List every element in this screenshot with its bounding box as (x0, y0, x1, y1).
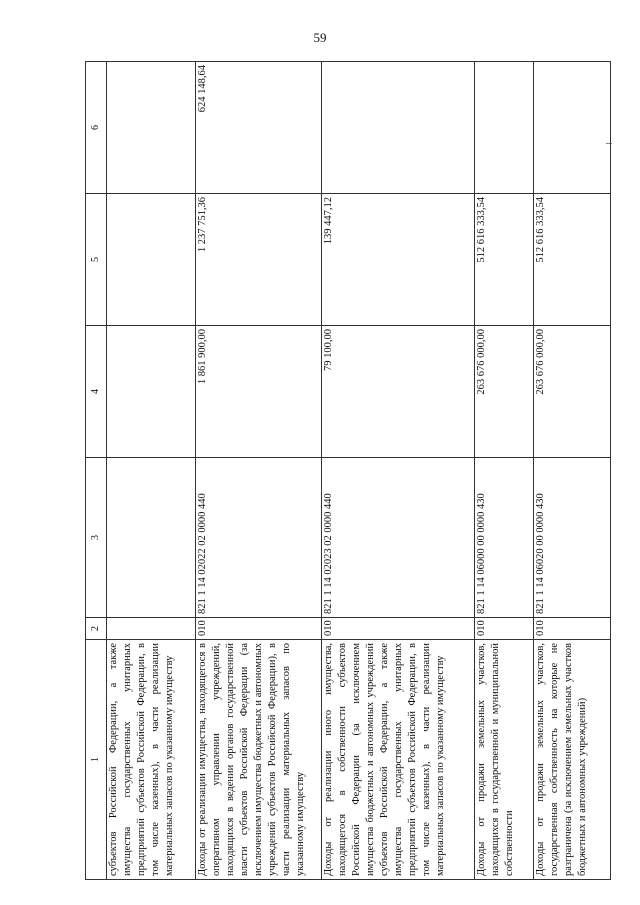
row-col6 (475, 62, 534, 194)
row-col4: 263 676 000,00 (475, 326, 534, 458)
header-col-1: 1 (86, 640, 107, 880)
row-col5: 1 237 751,36 (196, 194, 322, 326)
row-col5: 512 616 333,54 (534, 194, 611, 326)
page-number: 59 (313, 30, 327, 45)
row-description: Доходы от реализации имущества, находящегося в оперативном управлении учреждений, находящихся в ведении органов государственной власти субъектов Российской Федерации (за исключением имущества бюджетных и автономных учреждений субъектов Российской Федерации), в части реализации материальных запасов по указанному имуществу (196, 640, 322, 880)
row-col5: 139 447,12 (322, 194, 475, 326)
row-col4: 263 676 000,00 (534, 326, 611, 458)
row-col6 (534, 62, 611, 194)
row-col4: 1 861 900,00 (196, 326, 322, 458)
header-col-4: 4 (86, 326, 107, 458)
row-description: Доходы от реализации иного имущества, находящегося в собственности субъектов Российской Федерации (за исключением имущества бюджетных и автономных учреждений субъектов Российской Федерации, а также имущества государственных унитарных предприятий субъектов Российской Федерации, в том числе казенных), в части реализации материальных запасов по указанному имуществу (322, 640, 475, 880)
row-col6: 624 148,64 (196, 62, 322, 194)
row-description: субъектов Российской Федерации, а также имущества государственных унитарных предприятий субъектов Российской Федерации, в том числе казенных), в части реализации материальных запасов по указанному имуществу (107, 640, 196, 880)
rotated-table-wrapper (85, 62, 615, 880)
table-row (196, 62, 322, 880)
row-col2: 010 (534, 618, 611, 640)
row-col5: 512 616 333,54 (475, 194, 534, 326)
header-col-3: 3 (86, 458, 107, 618)
revenue-table (85, 61, 611, 880)
header-col-6: 6 (86, 62, 107, 194)
row-col5 (107, 194, 196, 326)
row-description: Доходы от продажи земельных участков, государственная собственность на которые не разграничена (за исключением земельных участков бюджетных и автономных учреждений) (534, 640, 611, 880)
table-row (475, 62, 534, 880)
row-code: 821 1 14 06000 00 0000 430 (475, 458, 534, 618)
row-col6 (322, 62, 475, 194)
row-col2: 010 (475, 618, 534, 640)
row-col6 (107, 62, 196, 194)
header-col-2: 2 (86, 618, 107, 640)
row-code: 821 1 14 06020 00 0000 430 (534, 458, 611, 618)
header-col-5: 5 (86, 194, 107, 326)
row-code (107, 458, 196, 618)
table-row (107, 62, 196, 880)
row-col4 (107, 326, 196, 458)
row-col2: 010 (322, 618, 475, 640)
table-row (534, 62, 611, 880)
row-col4: 79 100,00 (322, 326, 475, 458)
row-code: 821 1 14 02022 02 0000 440 (196, 458, 322, 618)
table-row (322, 62, 475, 880)
row-col2 (107, 618, 196, 640)
row-description: Доходы от продажи земельных участков, находящихся в государственной и муниципальной собственности (475, 640, 534, 880)
table-header-row (86, 62, 107, 880)
row-col2: 010 (196, 618, 322, 640)
row-code: 821 1 14 02023 02 0000 440 (322, 458, 475, 618)
